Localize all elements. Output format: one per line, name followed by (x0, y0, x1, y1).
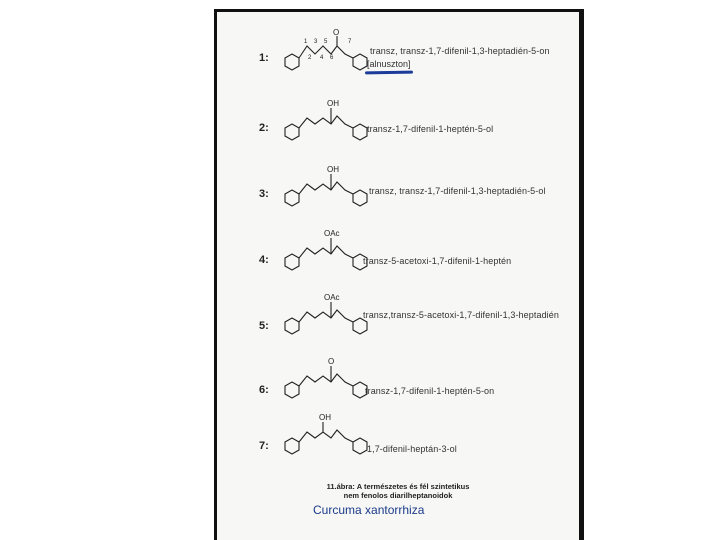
compound-name: transz-1,7-difenil-1-heptén-5-on (365, 386, 495, 396)
svg-text:3: 3 (314, 39, 318, 45)
structure-4 (279, 226, 369, 282)
svg-text:OH: OH (327, 165, 339, 174)
svg-text:OH: OH (327, 99, 339, 108)
svg-text:OAc: OAc (324, 293, 340, 302)
structure-1 (279, 26, 369, 82)
svg-text:4: 4 (320, 55, 324, 61)
compound-number: 1: (259, 52, 269, 64)
compound-name: transz, transz-1,7-difenil-1,3-heptadién-5-on (370, 46, 550, 56)
structure-7 (279, 410, 369, 466)
svg-text:7: 7 (348, 39, 352, 45)
svg-text:OAc: OAc (324, 229, 340, 238)
carbonyl-label: O (333, 28, 340, 37)
blue-underline (365, 71, 413, 75)
figure-caption-line1: 11.ábra: A természetes és fél szintetikus (326, 482, 470, 491)
svg-text:O: O (328, 357, 335, 366)
compound-number: 2: (259, 122, 269, 134)
structure-3 (279, 162, 369, 218)
svg-text:OH: OH (319, 413, 331, 422)
compound-number: 5: (259, 320, 269, 332)
compound-name: transz, transz-1,7-difenil-1,3-heptadién-5-ol (369, 186, 546, 196)
compound-number: 6: (259, 384, 269, 396)
compound-name: transz,transz-5-acetoxi-1,7-difenil-1,3-heptadién (363, 310, 559, 320)
compound-name: transz-1,7-difenil-1-heptén-5-ol (367, 124, 494, 134)
compound-name: transz-5-acetoxi-1,7-difenil-1-heptén (363, 256, 512, 266)
compound-number: 4: (259, 254, 269, 266)
svg-text:5: 5 (324, 39, 328, 45)
svg-text:1: 1 (304, 39, 308, 45)
structure-2 (279, 96, 369, 152)
structure-6 (279, 354, 369, 410)
compound-name: 1,7-difenil-heptán-3-ol (367, 444, 457, 454)
structure-5 (279, 290, 369, 346)
figure-caption-line2: nem fenolos diarilheptanoidok (343, 491, 453, 500)
compound-common-name: [alnuszton] (367, 59, 411, 69)
svg-text:2: 2 (308, 55, 312, 61)
scanned-page (214, 9, 584, 540)
svg-text:6: 6 (330, 55, 334, 61)
compound-number: 7: (259, 440, 269, 452)
compound-number: 3: (259, 188, 269, 200)
footer-species-name: Curcuma xantorrhiza (313, 503, 425, 517)
